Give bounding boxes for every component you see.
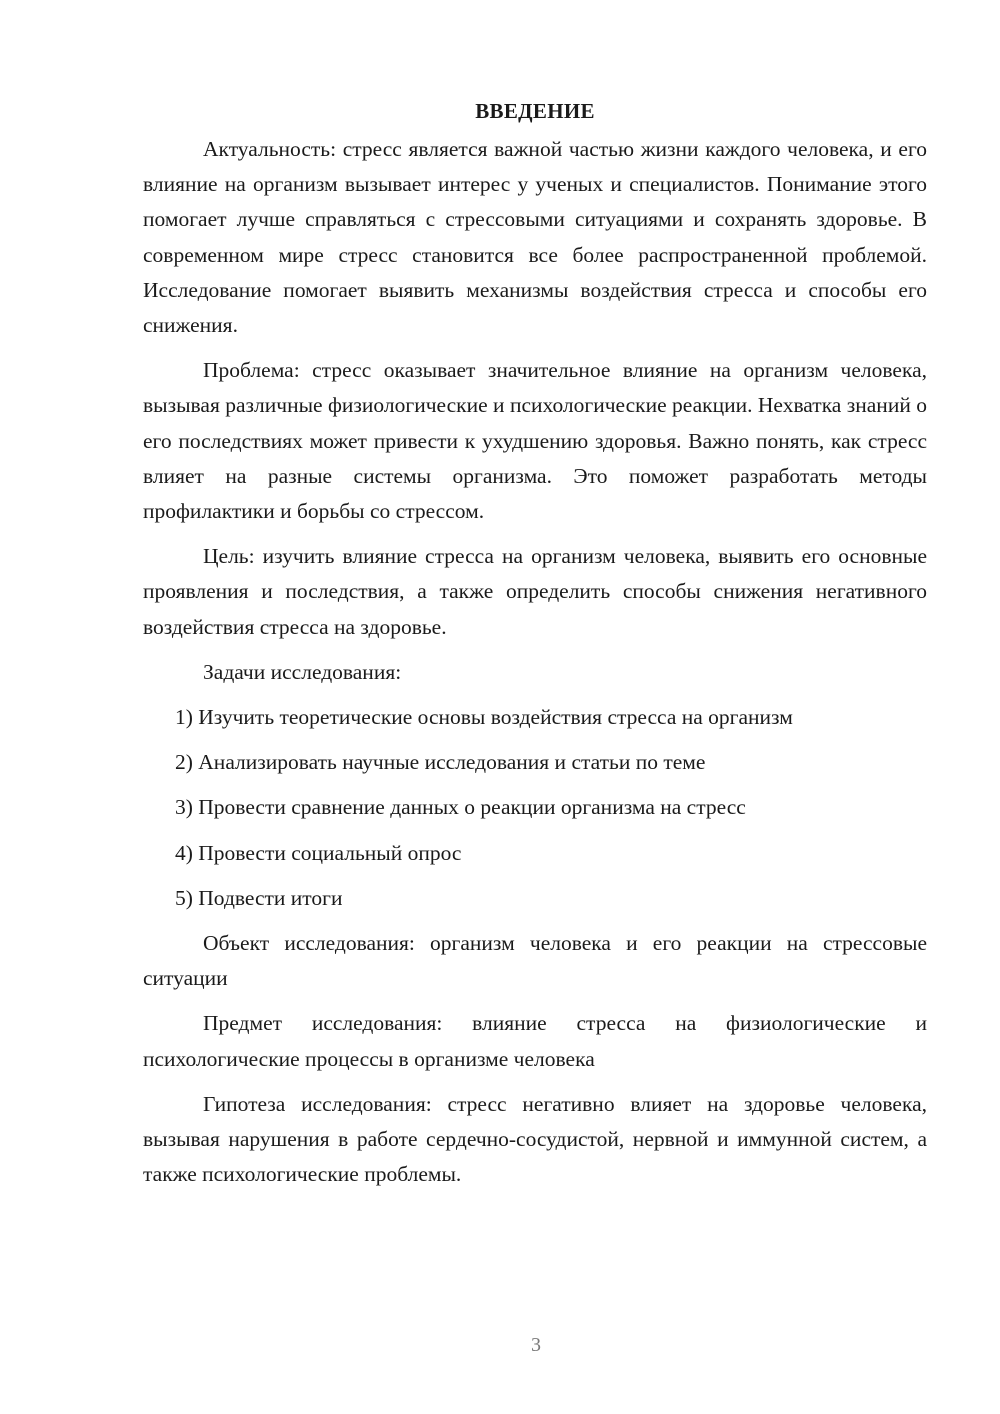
paragraph-object: Объект исследования: организм человека и его реакции на стрессовые ситуации [143, 931, 927, 991]
tasks-heading: Задачи исследования: [203, 659, 402, 684]
tasks-list [143, 700, 927, 916]
page-number: 3 [531, 1334, 541, 1356]
paragraph-problem: Проблема: стресс оказывает значительное влияние на организм человека, вызывая различные физиологические и психологические реакции. Нехватка знаний о его последствиях может привести к ухудшению здоровья. Важно понять, как стресс влияет на разные системы организма. Это поможет разработать методы профилактики и борьбы со стрессом. [143, 358, 927, 524]
task-item: 4) Провести социальный опрос [175, 840, 462, 865]
paragraph-subject: Предмет исследования: влияние стресса на физиологические и психологические процессы в организме человека [143, 1011, 927, 1071]
paragraph-hypothesis: Гипотеза исследования: стресс негативно влияет на здоровье человека, вызывая нарушения в работе сердечно-сосудистой, нервной и иммунной систем, а также психологические проблемы. [143, 1091, 927, 1187]
task-item: 2) Анализировать научные исследования и статьи по теме [175, 750, 706, 775]
task-item: 1) Изучить теоретические основы воздействия стресса на организм [175, 705, 793, 730]
paragraph-goal: Цель: изучить влияние стресса на организм человека, выявить его основные проявления и последствия, а также определить способы снижения негативного воздействия стресса на здоровье. [143, 544, 927, 639]
document-body [143, 96, 927, 1202]
section-title: ВВЕДЕНИЕ [475, 99, 595, 123]
task-item: 5) Подвести итоги [175, 885, 343, 910]
task-item: 3) Провести сравнение данных о реакции организма на стресс [175, 795, 746, 820]
paragraph-relevance: Актуальность: стресс является важной частью жизни каждого человека, и его влияние на организм вызывает интерес у ученых и специалистов. Понимание этого помогает лучше справляться с стрессовыми ситуациями и сохранять здоровье. В современном мире стресс становится все более распространенной проблемой. Исследование помогает выявить механизмы воздействия стресса и способы его снижения. [143, 137, 927, 338]
